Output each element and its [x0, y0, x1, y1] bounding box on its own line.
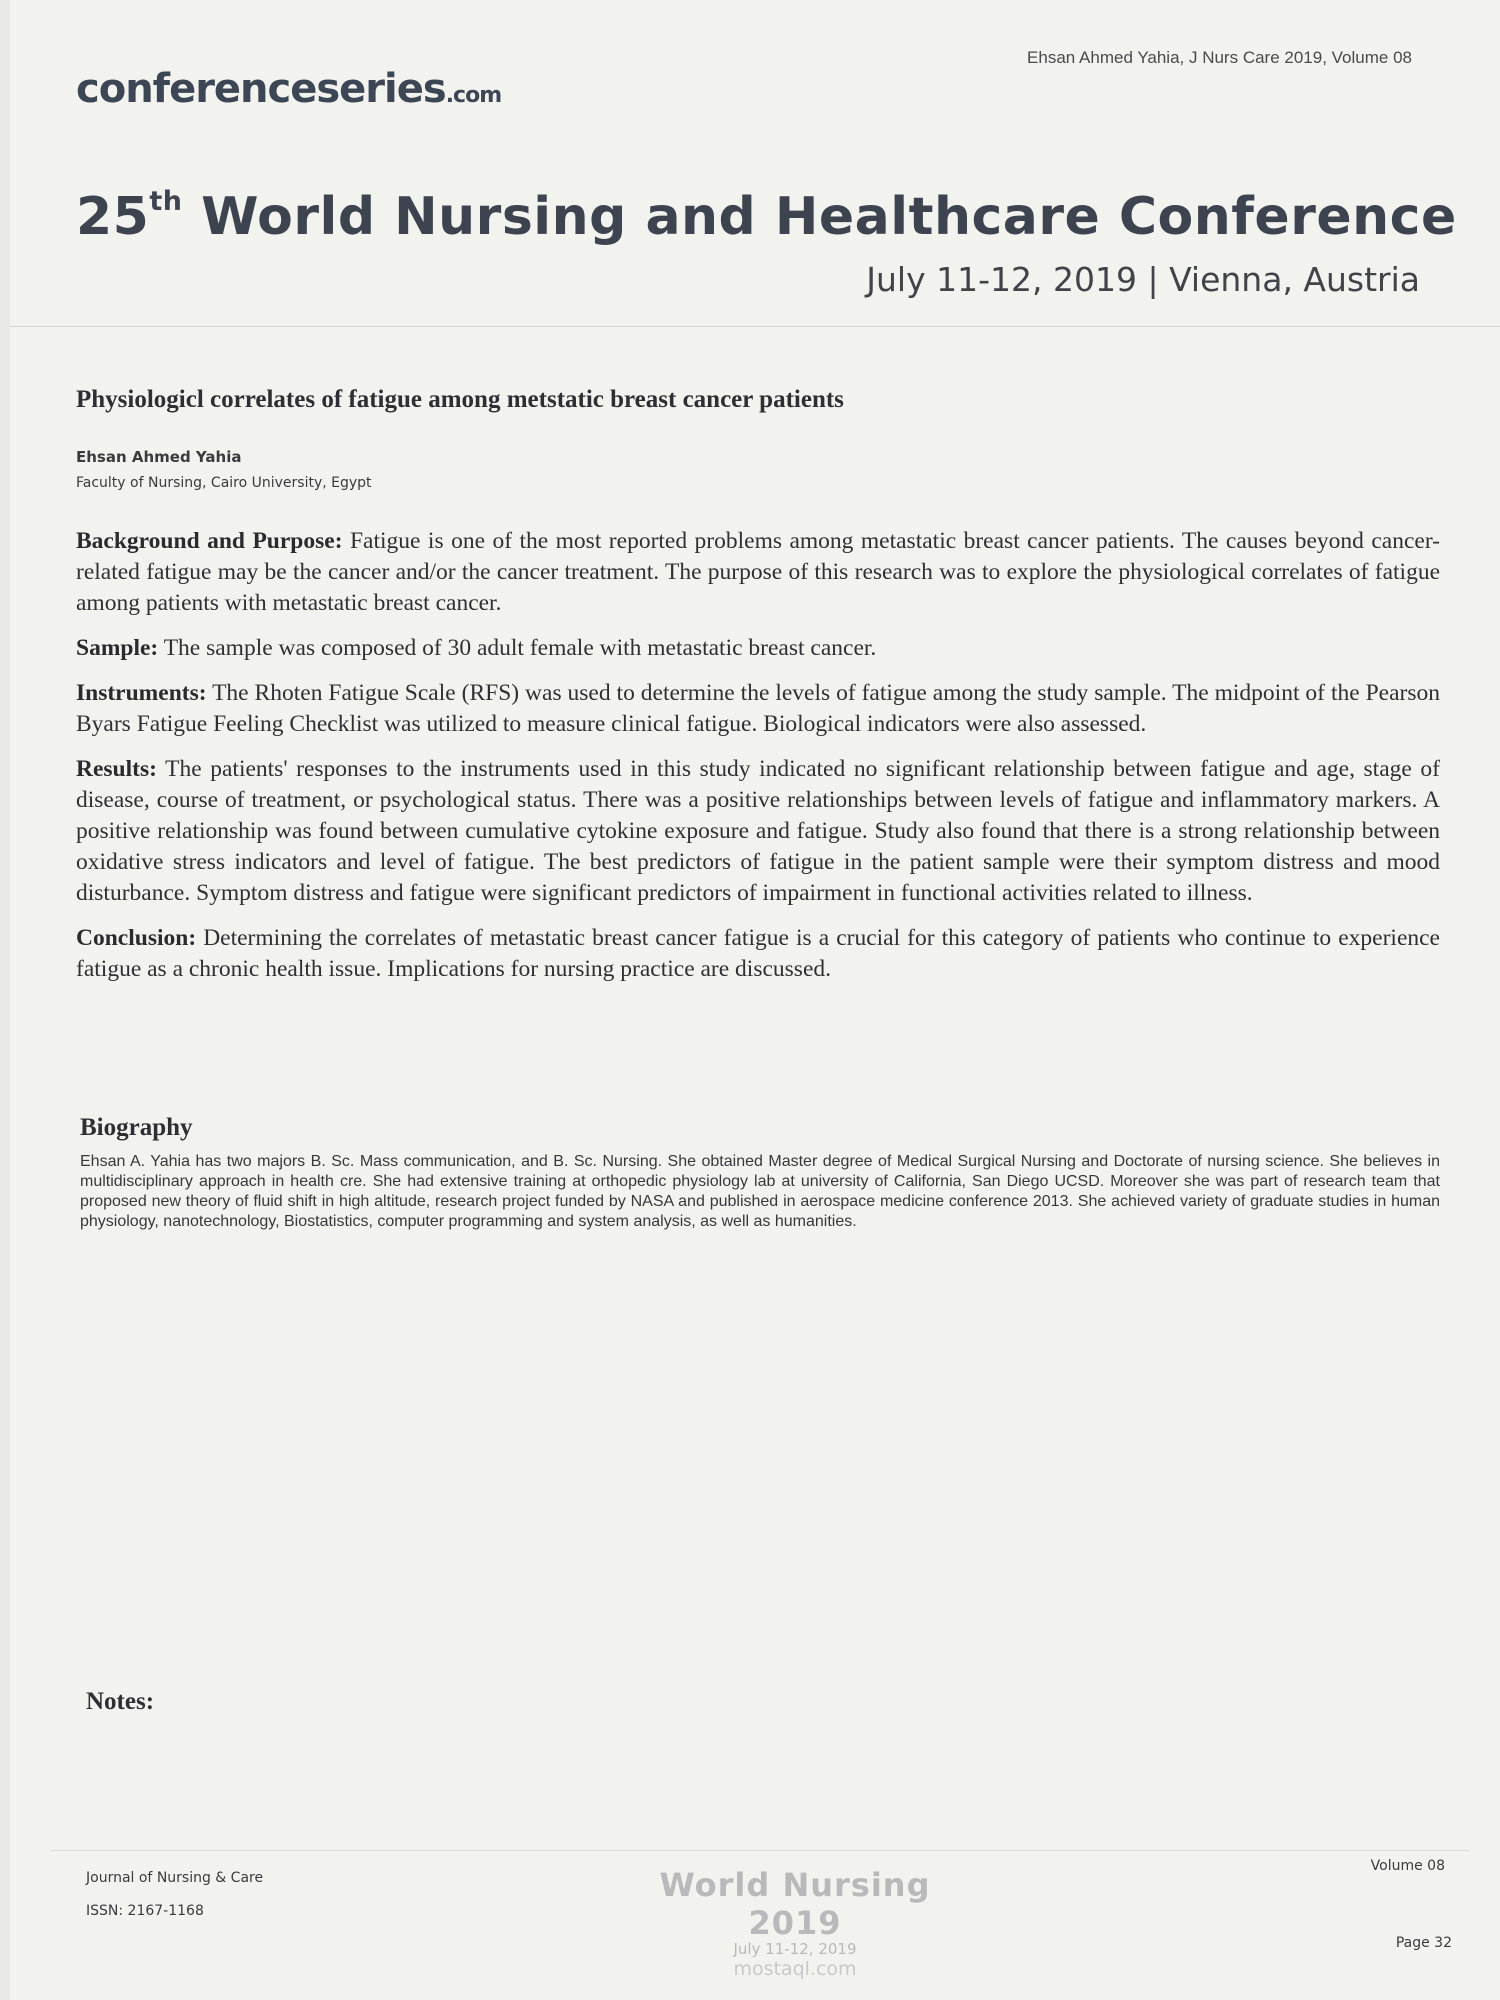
section-instruments [76, 678, 1440, 740]
section-text: The sample was composed of 30 adult female with metastatic breast cancer. [158, 635, 877, 661]
section-text: The patients' responses to the instruments used in this study indicated no significant relationship between fatigue and age, stage of disease, course of treatment, or psychological status. There was a positive relationships between levels of fatigue and inflammatory markers. A positive relationship was found between cumulative cytokine exposure and fatigue. Study also found that there is a strong relationship between oxidative stress indicators and level of fatigue. The best predictors of fatigue in the patient sample were their symptom distress and mood disturbance. Symptom distress and fatigue were significant predictors of impairment in functional activities related to illness. [76, 756, 1440, 906]
section-sample [76, 633, 1440, 664]
conference-number: 25 [76, 187, 150, 247]
section-heading: Background and Purpose: [76, 528, 343, 554]
section-results [76, 754, 1440, 909]
logo-text: conferenceseries [76, 66, 446, 112]
page-number: Page 32 [1395, 1935, 1452, 1951]
conference-title [76, 186, 1457, 247]
footer-conference-title: World Nursing 2019 [659, 1866, 931, 1942]
biography-heading: Biography [80, 1114, 193, 1141]
section-heading: Conclusion: [76, 925, 197, 951]
volume-label: Volume 08 [1370, 1858, 1445, 1874]
section-text: The Rhoten Fatigue Scale (RFS) was used to determine the levels of fatigue among the study sample. The midpoint of the Pearson Byars Fatigue Feeling Checklist was utilized to measure clinical fatigue. Biological indicators were also assessed. [76, 680, 1440, 737]
section-heading: Instruments: [76, 680, 207, 706]
conference-ordinal: th [149, 186, 183, 217]
section-text: Determining the correlates of metastatic breast cancer fatigue is a crucial for this category of patients who continue to experience fatigue as a chronic health issue. Implications for nursing practice are discussed. [76, 925, 1440, 982]
footer-divider [50, 1850, 1470, 1851]
conference-dates: July 11-12, 2019 | Vienna, Austria [866, 260, 1420, 299]
document-page [10, 0, 1500, 2000]
author-affiliation: Faculty of Nursing, Cairo University, Egypt [76, 475, 372, 491]
logo-suffix: .com [445, 83, 502, 108]
footer-conference-dates: July 11-12, 2019 [733, 1940, 857, 1958]
author-name: Ehsan Ahmed Yahia [76, 448, 242, 466]
section-heading: Results: [76, 756, 157, 782]
notes-label: Notes: [86, 1688, 155, 1715]
journal-name: Journal of Nursing & Care [86, 1870, 264, 1886]
footer-conference-mark [610, 1866, 980, 1980]
section-background [76, 526, 1440, 619]
header-divider [10, 326, 1500, 327]
citation-line: Ehsan Ahmed Yahia, J Nurs Care 2019, Volume 08 [1027, 48, 1412, 67]
abstract-body [76, 526, 1440, 999]
conferenceseries-logo [76, 66, 501, 112]
issn: ISSN: 2167-1168 [86, 1903, 204, 1919]
section-heading: Sample: [76, 635, 159, 661]
paper-title: Physiologicl correlates of fatigue among metstatic breast cancer patients [76, 386, 844, 413]
section-conclusion [76, 923, 1440, 985]
watermark: mostaql.com [733, 1958, 857, 1980]
section-text: Fatigue is one of the most reported problems among metastatic breast cancer patients. The causes beyond cancer-related fatigue may be the cancer and/or the cancer treatment. The purpose of this research was to explore the physiological correlates of fatigue among patients with metastatic breast cancer. [76, 528, 1440, 616]
biography-text: Ehsan A. Yahia has two majors B. Sc. Mass communication, and B. Sc. Nursing. She obtained Master degree of Medical Surgical Nursing and Doctorate of nursing science. She believes in multidisciplinary approach in health cre. She had extensive training at orthopedic physiology lab at university of California, San Diego UCSD. Moreover she was part of research team that proposed new theory of fluid shift in high altitude, research project funded by NASA and published in aerospace medicine conference 2013. She achieved variety of graduate studies in human physiology, nanotechnology, Biostatistics, computer programming and system analysis, as well as humanities. [80, 1153, 1440, 1230]
conference-name: World Nursing and Healthcare Conference [182, 187, 1457, 247]
